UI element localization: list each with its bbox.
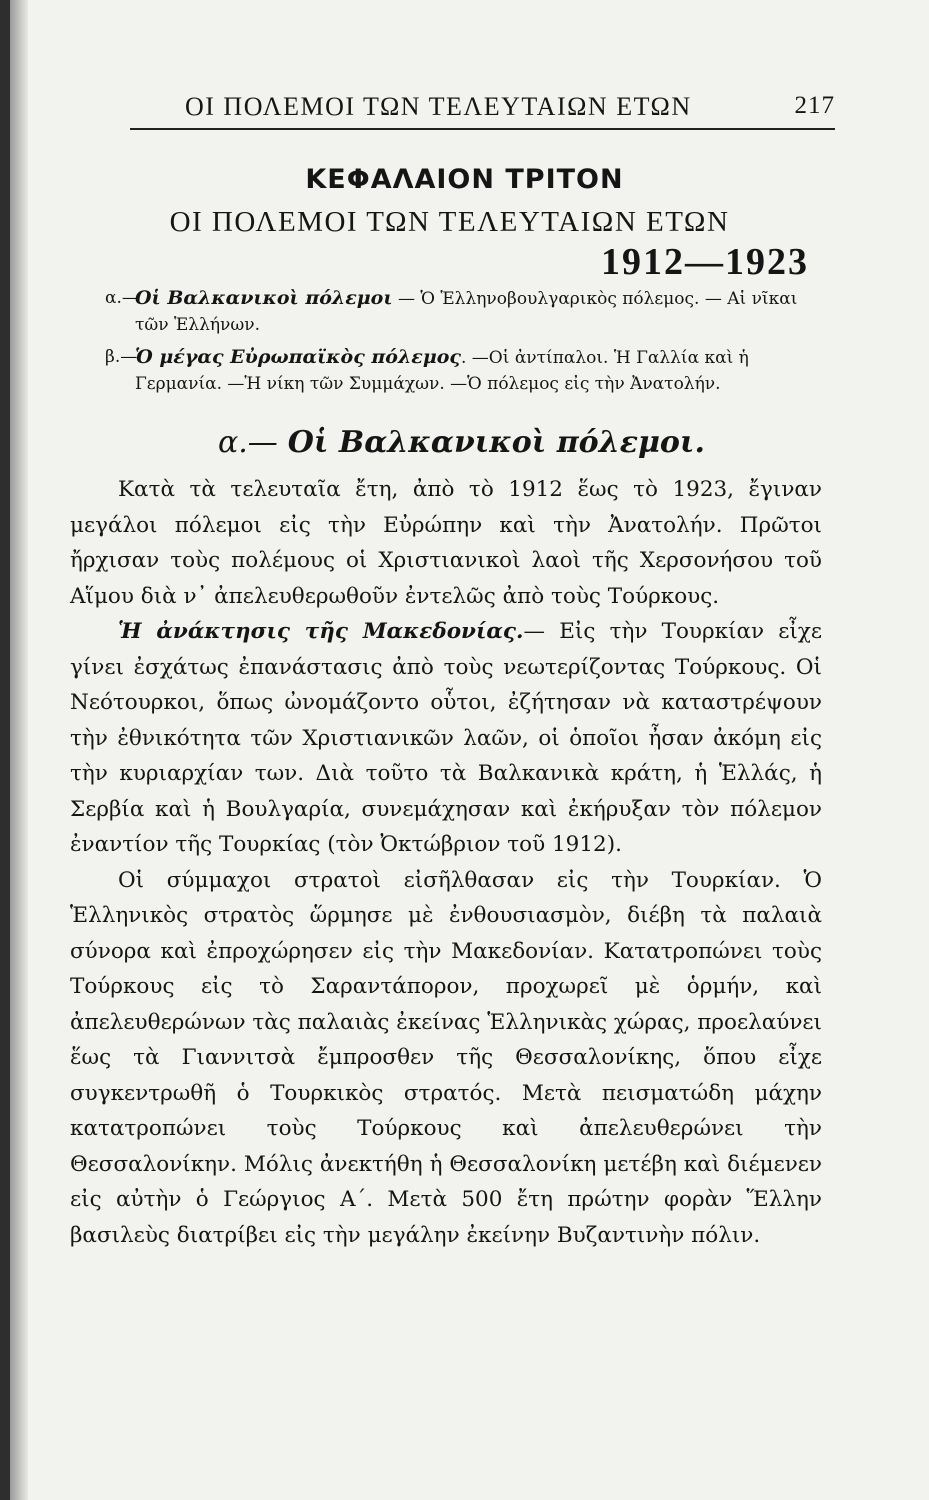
section-title: Οἱ Βαλκανικοὶ πόλεμοι. — [287, 425, 705, 460]
header-rule — [130, 128, 835, 130]
chapter-label: ΚΕΦΑΛΑΙΟΝ ΤΡΙΤΟΝ — [305, 164, 624, 195]
paragraph-text: Κατὰ τὰ τελευταῖα ἔτη, ἀπὸ τὸ 1912 ἕως τὸ 1923, ἔγιναν μεγάλοι πόλεμοι εἰς τὴν Εὐρώπην καὶ τὴν Ἀνατολήν. Πρῶτοι ἤρχισαν τοὺς πολέμους οἱ Χριστιανικοὶ λαοὶ τῆς Χερσονήσου τοῦ Αἵμου διὰ ν᾽ ἀπελευθερωθοῦν ἐντελῶς ἀπὸ τοὺς Τούρκους. — [70, 477, 822, 609]
paragraph — [70, 614, 822, 863]
running-head-title: ΟΙ ΠΟΛΕΜΟΙ ΤΩΝ ΤΕΛΕΥΤΑΙΩΝ ΕΤΩΝ — [185, 92, 692, 121]
paragraph — [70, 472, 822, 614]
body-text — [70, 472, 822, 1253]
chapter-contents-summary — [105, 285, 825, 403]
toc-entry — [105, 285, 825, 338]
toc-entry-heading: Οἱ Βαλκανικοὶ πόλεμοι — [135, 287, 393, 309]
toc-entry-letter: β.— — [105, 347, 138, 367]
paragraph-run-in-heading: Ἡ ἀνάκτησις τῆς Μακεδονίας. — [118, 619, 524, 644]
section-letter: α.— — [218, 425, 278, 460]
paragraph-text: — Εἰς τὴν Τουρκίαν εἶχε γίνει ἐσχάτως ἐπανάστασις ἀπὸ τοὺς νεωτερίζοντας Τούρκους. Οἱ Νεότουρκοι, ὅπως ὠνομάζοντο οὗτοι, ἐζήτησαν νὰ καταστρέψουν τὴν ἐθνικότητα τῶν Χριστιανικῶν λαῶν, οἱ ὁποῖοι ἦσαν ἀκόμη εἰς τὴν κυριαρχίαν των. Διὰ τοῦτο τὰ Βαλκανικὰ κράτη, ἡ Ἑλλάς, ἡ Σερβία καὶ ἡ Βουλγαρία, συνεμάχησαν καὶ ἐκήρυξαν τὸν πόλεμον ἐναντίον τῆς Τουρκίας (τὸν Ὀκτώβριον τοῦ 1912). — [70, 619, 822, 857]
toc-entry-text: . —Οἱ ἀντίπαλοι. Ἡ Γαλλία καὶ ἡ Γερμανία. —Ἡ νίκη τῶν Συμμάχων. —Ὁ πόλεμος εἰς τὴν Ἀνατολήν. — [135, 348, 749, 394]
chapter-years: 1912—1923 — [601, 241, 809, 283]
running-header — [130, 86, 835, 130]
chapter-title: ΟΙ ΠΟΛΕΜΟΙ ΤΩΝ ΤΕΛΕΥΤΑΙΩΝ ΕΤΩΝ — [169, 206, 730, 238]
section-heading — [218, 425, 705, 460]
toc-entry-letter: α.— — [105, 288, 139, 308]
paragraph — [70, 863, 822, 1254]
toc-entry-heading: Ὁ μέγας Εὐρωπαϊκὸς πόλεμος — [135, 346, 461, 368]
toc-entry — [105, 344, 825, 397]
toc-entry-text: — Ὁ Ἑλληνοβουλγαρικὸς πόλεμος. — Αἱ νῖκαι τῶν Ἑλλήνων. — [135, 289, 798, 335]
page-number: 217 — [794, 92, 835, 119]
paragraph-text: Οἱ σύμμαχοι στρατοὶ εἰσῆλθασαν εἰς τὴν Τουρκίαν. Ὁ Ἑλληνικὸς στρατὸς ὥρμησε μὲ ἐνθουσιασμὸν, διέβη τὰ παλαιὰ σύνορα καὶ ἐπροχώρησεν εἰς τὴν Μακεδονίαν. Κατατροπώνει τοὺς Τούρκους εἰς τὸ Σαραντάπορον, προχωρεῖ μὲ ὁρμήν, καὶ ἀπελευθερώνων τὰς παλαιὰς ἐκείνας Ἑλληνικὰς χώρας, προελαύνει ἕως τὰ Γιαννιτσὰ ἔμπροσθεν τῆς Θεσσαλονίκης, ὅπου εἶχε συγκεντρωθῆ ὁ Τουρκικὸς στρατός. Μετὰ πεισματώδη μάχην κατατροπώνει τοὺς Τούρκους καὶ ἀπελευθερώνει τὴν Θεσσαλονίκην. Μόλις ἀνεκτήθη ἡ Θεσσαλονίκη μετέβη καὶ διέμενεν εἰς αὐτὴν ὁ Γεώργιος Α΄. Μετὰ 500 ἔτη πρώτην φορὰν Ἕλλην βασιλεὺς διατρίβει εἰς τὴν μεγάλην ἐκείνην Βυζαντινὴν πόλιν. — [70, 867, 822, 1248]
